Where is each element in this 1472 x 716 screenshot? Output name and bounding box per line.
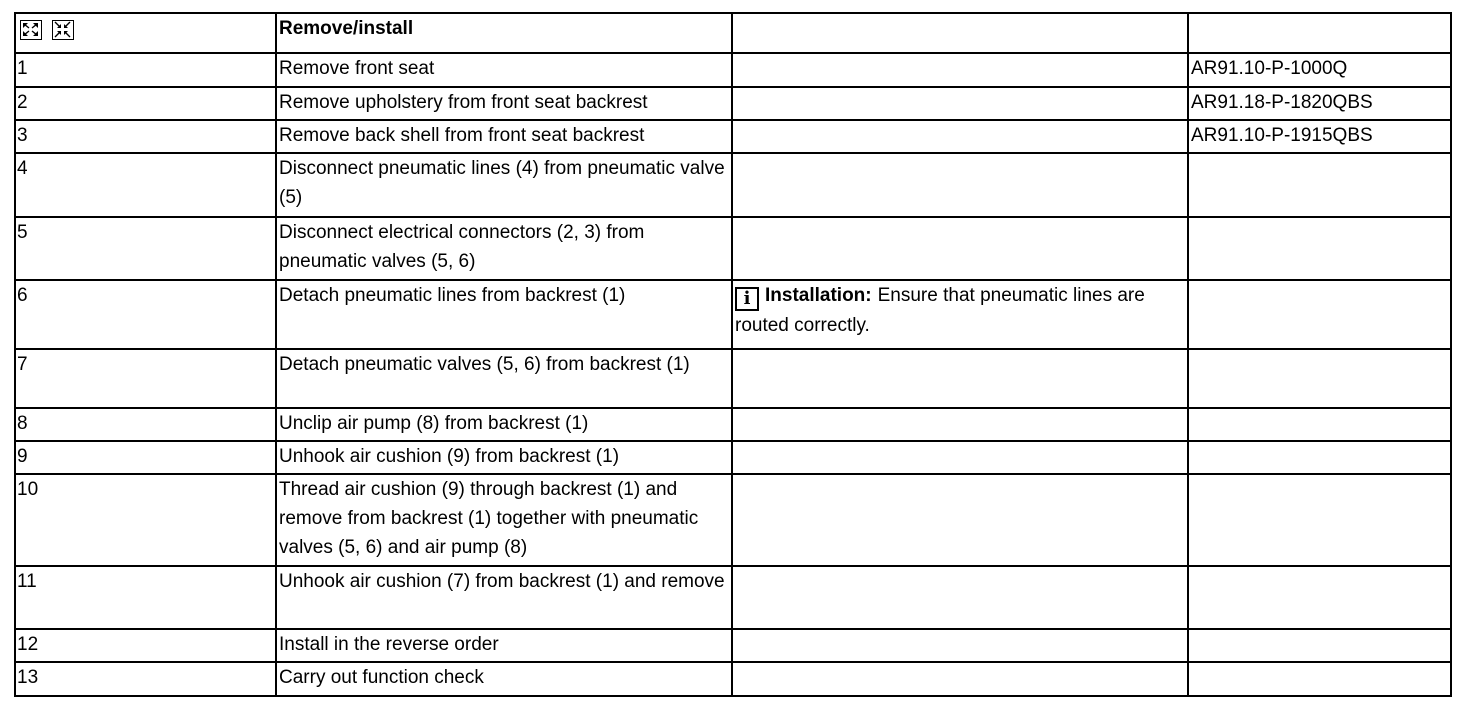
step-action: Unclip air pump (8) from backrest (1) <box>276 408 732 441</box>
step-number: 6 <box>15 280 276 349</box>
step-action: Thread air cushion (9) through backrest (1) and remove from backrest (1) together with pneumatic valves (5, 6) and air pump (8) <box>276 474 732 566</box>
table-row <box>15 120 1451 153</box>
step-number: 10 <box>15 474 276 566</box>
step-action: Disconnect pneumatic lines (4) from pneumatic valve (5) <box>276 153 732 217</box>
step-number: 5 <box>15 217 276 280</box>
table-row <box>15 629 1451 662</box>
step-action: Unhook air cushion (7) from backrest (1) and remove <box>276 566 732 629</box>
step-action: Remove back shell from front seat backrest <box>276 120 732 153</box>
step-note <box>732 441 1188 474</box>
step-number: 2 <box>15 87 276 120</box>
step-reference[interactable]: AR91.10-P-1000Q <box>1188 53 1451 87</box>
step-number: 13 <box>15 662 276 696</box>
step-reference <box>1188 441 1451 474</box>
step-reference <box>1188 629 1451 662</box>
step-reference <box>1188 217 1451 280</box>
step-note <box>732 87 1188 120</box>
header-title: Remove/install <box>276 13 732 53</box>
step-note <box>732 408 1188 441</box>
step-action: Carry out function check <box>276 662 732 696</box>
table-row <box>15 349 1451 408</box>
step-note <box>732 662 1188 696</box>
step-reference <box>1188 474 1451 566</box>
header-icons-cell <box>15 13 276 53</box>
table-row <box>15 566 1451 629</box>
collapse-icon[interactable] <box>52 20 74 40</box>
step-number: 12 <box>15 629 276 662</box>
step-action: Remove upholstery from front seat backrest <box>276 87 732 120</box>
note-label: Installation: <box>765 285 872 306</box>
step-note <box>732 629 1188 662</box>
header-row <box>15 13 1451 53</box>
header-ref-cell <box>1188 13 1451 53</box>
step-note <box>732 566 1188 629</box>
table-row <box>15 280 1451 349</box>
step-number: 9 <box>15 441 276 474</box>
step-note <box>732 217 1188 280</box>
step-action: Remove front seat <box>276 53 732 87</box>
step-reference <box>1188 662 1451 696</box>
table-row <box>15 408 1451 441</box>
step-number: 11 <box>15 566 276 629</box>
info-icon: i <box>735 287 759 311</box>
expand-icon[interactable] <box>20 20 42 40</box>
step-note <box>732 474 1188 566</box>
table-row <box>15 153 1451 217</box>
step-reference <box>1188 280 1451 349</box>
step-number: 8 <box>15 408 276 441</box>
table-row <box>15 662 1451 696</box>
step-action: Detach pneumatic lines from backrest (1) <box>276 280 732 349</box>
step-reference <box>1188 153 1451 217</box>
step-reference <box>1188 566 1451 629</box>
step-action: Disconnect electrical connectors (2, 3) from pneumatic valves (5, 6) <box>276 217 732 280</box>
step-note <box>732 349 1188 408</box>
table-row <box>15 53 1451 87</box>
step-number: 4 <box>15 153 276 217</box>
step-number: 3 <box>15 120 276 153</box>
step-reference[interactable]: AR91.18-P-1820QBS <box>1188 87 1451 120</box>
step-number: 7 <box>15 349 276 408</box>
step-reference[interactable]: AR91.10-P-1915QBS <box>1188 120 1451 153</box>
step-note <box>732 153 1188 217</box>
step-action: Detach pneumatic valves (5, 6) from backrest (1) <box>276 349 732 408</box>
step-note <box>732 120 1188 153</box>
table-row <box>15 474 1451 566</box>
table-row <box>15 217 1451 280</box>
step-action: Unhook air cushion (9) from backrest (1) <box>276 441 732 474</box>
step-reference <box>1188 349 1451 408</box>
step-note <box>732 53 1188 87</box>
table-row <box>15 441 1451 474</box>
header-note-cell <box>732 13 1188 53</box>
step-action: Install in the reverse order <box>276 629 732 662</box>
step-reference <box>1188 408 1451 441</box>
procedure-table <box>14 12 1452 697</box>
note-text: Ensure that pneumatic lines are routed correctly. <box>735 285 1145 336</box>
step-number: 1 <box>15 53 276 87</box>
table-row <box>15 87 1451 120</box>
step-note <box>732 280 1188 349</box>
